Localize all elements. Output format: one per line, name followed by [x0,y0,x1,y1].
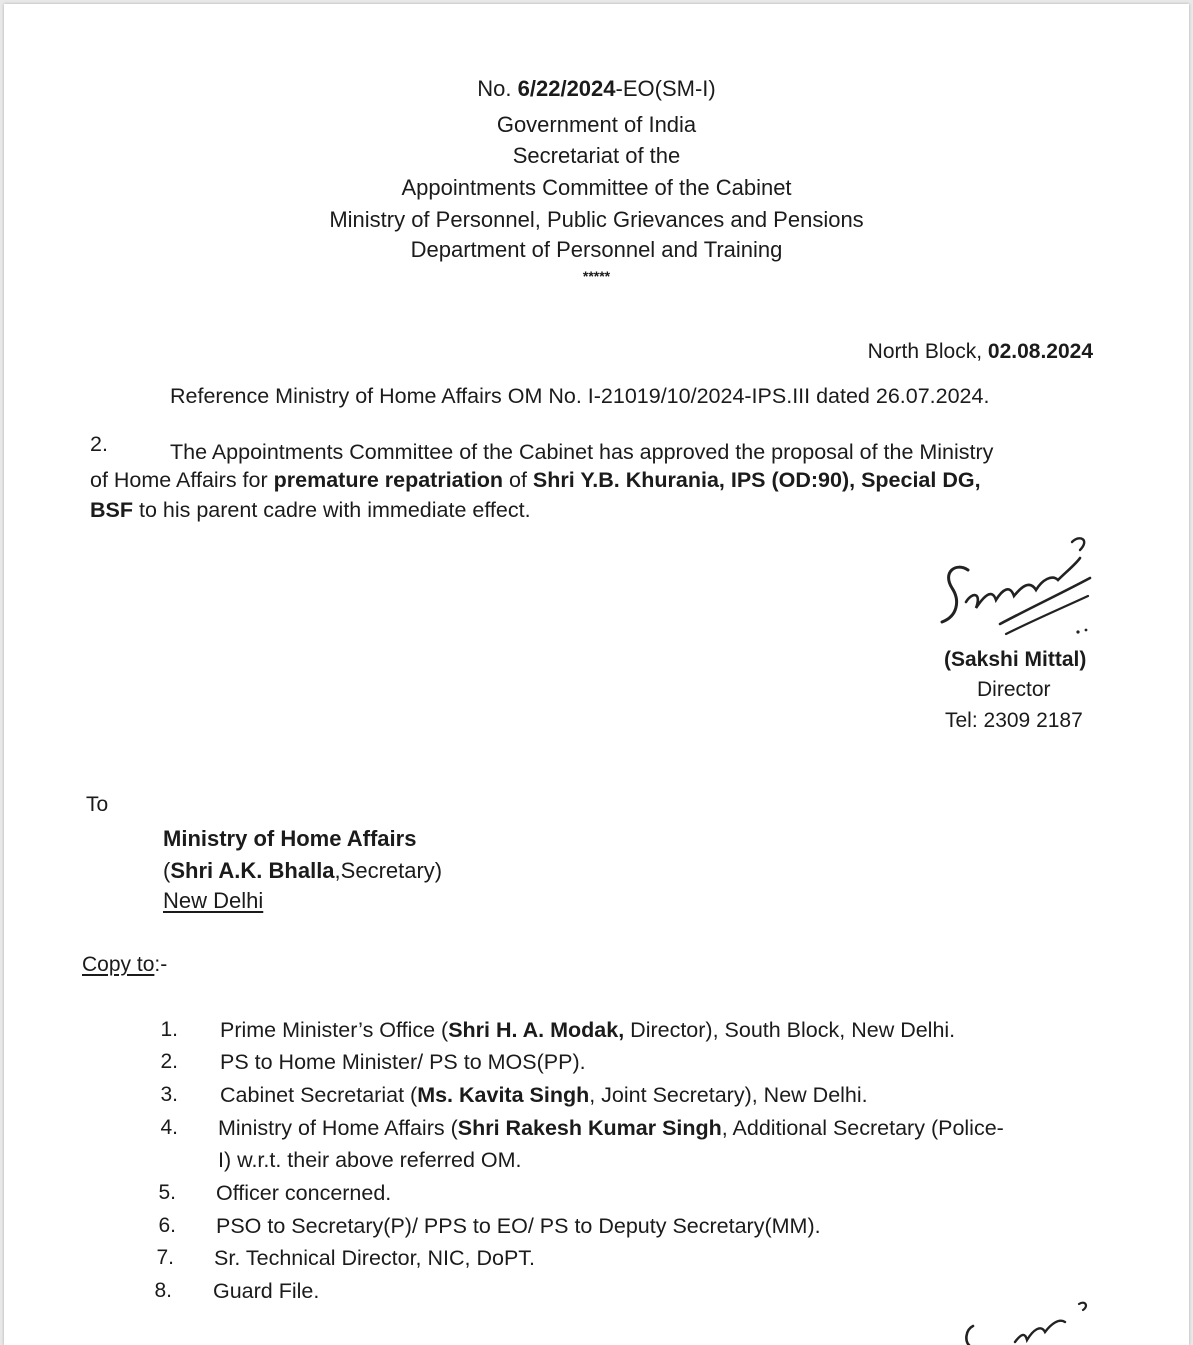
copy-item: Cabinet Secretariat (Ms. Kavita Singh, Joint Secretary), New Delhi. [220,1083,868,1107]
copy-item: Sr. Technical Director, NIC, DoPT. [214,1246,536,1270]
copy-item-continued: I) w.r.t. their above referred OM. [218,1148,522,1172]
copy-item-number: 1. [160,1018,178,1041]
para-line-1: The Appointments Committee of the Cabinet has approved the proposal of the Ministry [170,440,994,464]
file-number: No. 6/22/2024-EO(SM-I) [477,76,716,101]
signature-image [930,528,1110,643]
copy-item: Prime Minister’s Office (Shri H. A. Modak, Director), South Block, New Delhi. [220,1018,956,1042]
copy-item-number: 8. [154,1279,172,1302]
signatory-tel: Tel: 2309 2187 [945,709,1083,732]
para-number: 2. [90,432,108,456]
header-government: Government of India [496,112,697,137]
copy-item: PSO to Secretary(P)/ PPS to EO/ PS to Deputy Secretary(MM). [216,1214,821,1238]
copy-item-number: 3. [160,1083,178,1106]
para-line-2: of Home Affairs for premature repatriation of Shri Y.B. Khurania, IPS (OD:90), Special DG, [90,468,981,492]
header-acc: Appointments Committee of the Cabinet [401,175,792,200]
header-department: Department of Personnel and Training [410,237,783,262]
reference-line: Reference Ministry of Home Affairs OM No. I-21019/10/2024-IPS.III dated 26.07.2024. [170,384,990,408]
signatory-name: (Sakshi Mittal) [944,648,1087,671]
copy-item: Guard File. [213,1279,320,1303]
to-label: To [86,793,109,816]
para-line-3: BSF to his parent cadre with immediate effect. [90,498,531,522]
copy-item-number: 6. [158,1214,176,1237]
copy-item-number: 5. [158,1181,176,1204]
to-person: (Shri A.K. Bhalla,Secretary) [163,858,443,883]
copy-item-number: 4. [160,1116,178,1139]
date-line: North Block, 02.08.2024 [867,340,1093,363]
copy-item: Officer concerned. [216,1181,392,1205]
header-secretariat: Secretariat of the [512,143,681,168]
initials-image [955,1296,1095,1345]
to-city: New Delhi [163,888,264,913]
document-page [4,4,1189,1345]
to-organisation: Ministry of Home Affairs [163,826,417,851]
copy-item: PS to Home Minister/ PS to MOS(PP). [220,1050,586,1074]
copy-item-number: 2. [160,1050,178,1073]
copy-to-label: Copy to:- [82,953,168,976]
copy-item: Ministry of Home Affairs (Shri Rakesh Kumar Singh, Additional Secretary (Police- [218,1116,1004,1140]
header-stars: ***** [582,268,611,284]
signatory-designation: Director [977,678,1051,701]
header-ministry: Ministry of Personnel, Public Grievances and Pensions [329,207,864,232]
copy-item-number: 7. [156,1246,174,1269]
